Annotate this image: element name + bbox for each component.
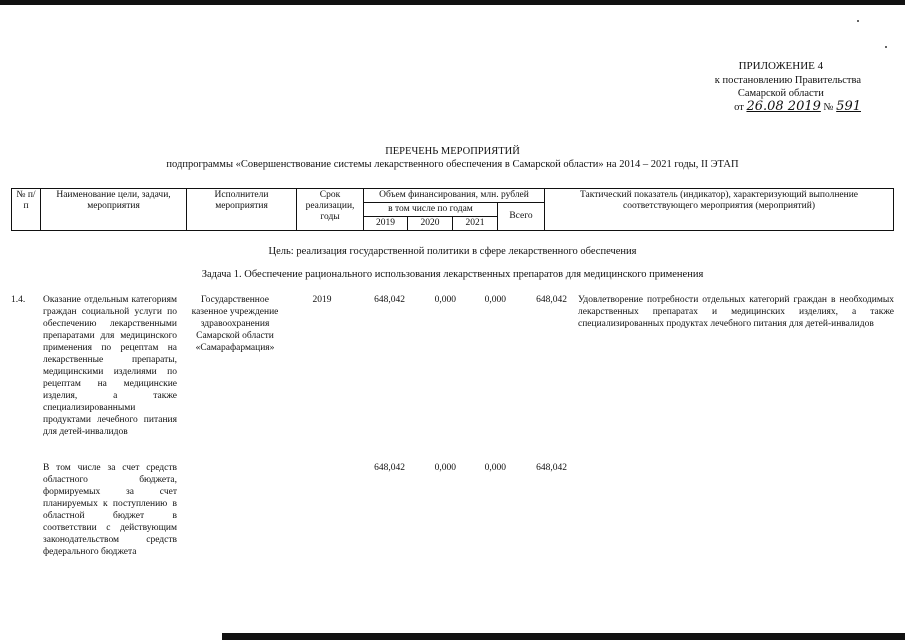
row-2-value-2019: 648,042 <box>374 463 405 473</box>
header-by-years: в том числе по годам <box>364 203 498 217</box>
row-2-total: 648,042 <box>536 463 567 473</box>
appendix-line-2: Самарской области <box>737 88 824 99</box>
header-year-2021: 2021 <box>453 217 498 231</box>
row-1-executor: Государственное казенное учреждение здравоохранения Самарской области «Самарафармация» <box>191 295 279 353</box>
document-title: ПЕРЕЧЕНЬ МЕРОПРИЯТИЙ <box>385 146 520 157</box>
appendix-from: от <box>734 102 744 113</box>
row-1-name: Оказание отдельным категориям граждан социальной услуги по обеспечению лекарственными препаратами для медицинского применения по рецептам на лекарственные препараты, медицинскими изделиями по рецептам на медицинские изделия, а также специализированными продуктами лечебного питания для детей-инвалидов <box>43 295 177 437</box>
task-line: Задача 1. Обеспечение рационального использования лекарственных препаратов для медицинского применения <box>201 269 704 280</box>
goal-line: Цель: реализация государственной политики в сфере лекарственного обеспечения <box>268 246 637 257</box>
appendix-date: 26.08 2019 <box>746 99 821 114</box>
header-num: № п/п <box>12 189 41 231</box>
row-2-name: В том числе за счет средств областного бюджета, формируемых за счет планируемых к поступлению в областной бюджет в соответствии с действующим законодательством средств федерального бюджета <box>43 463 177 557</box>
header-term: Срок реализации, годы <box>297 189 364 231</box>
scan-border-bottom <box>222 633 905 640</box>
table-header <box>11 188 894 231</box>
row-2-value-2020: 0,000 <box>434 463 456 473</box>
header-funding: Объем финансирования, млн. рублей <box>364 189 545 203</box>
appendix-date-line <box>715 100 861 114</box>
row-1-num: 1.4. <box>11 295 26 305</box>
header-indicator: Тактический показатель (индикатор), характеризующий выполнение соответствующего мероприятия (мероприятий) <box>545 189 894 231</box>
header-year-2019: 2019 <box>364 217 408 231</box>
row-1-term: 2019 <box>312 295 332 305</box>
appendix-title: ПРИЛОЖЕНИЕ 4 <box>738 60 824 72</box>
scan-speck <box>885 46 887 48</box>
header-executors: Исполнители мероприятия <box>187 189 297 231</box>
scan-speck <box>857 20 859 22</box>
row-1-indicator: Удовлетворение потребности отдельных категорий граждан в необходимых лекарственных препаратах и медицинских изделиях, а также специализированных продуктах лечебного питания для детей-инвалидов <box>578 295 894 329</box>
header-total: Всего <box>498 203 545 231</box>
row-1-value-2020: 0,000 <box>434 295 456 305</box>
document-subtitle: подпрограммы «Совершенствование системы лекарственного обеспечения в Самарской области» на 2014 – 2021 годы, II ЭТАП <box>166 159 739 170</box>
header-year-2020: 2020 <box>408 217 453 231</box>
appendix-num-sign: № <box>823 102 834 113</box>
appendix-number: 591 <box>836 99 861 114</box>
row-2-value-2021: 0,000 <box>484 463 506 473</box>
row-1-value-2021: 0,000 <box>484 295 506 305</box>
appendix-line-1: к постановлению Правительства <box>714 75 861 86</box>
header-name: Наименование цели, задачи, мероприятия <box>41 189 187 231</box>
row-1-total: 648,042 <box>536 295 567 305</box>
row-1-value-2019: 648,042 <box>374 295 405 305</box>
appendix-block <box>715 60 861 114</box>
scan-border-top <box>0 0 905 5</box>
